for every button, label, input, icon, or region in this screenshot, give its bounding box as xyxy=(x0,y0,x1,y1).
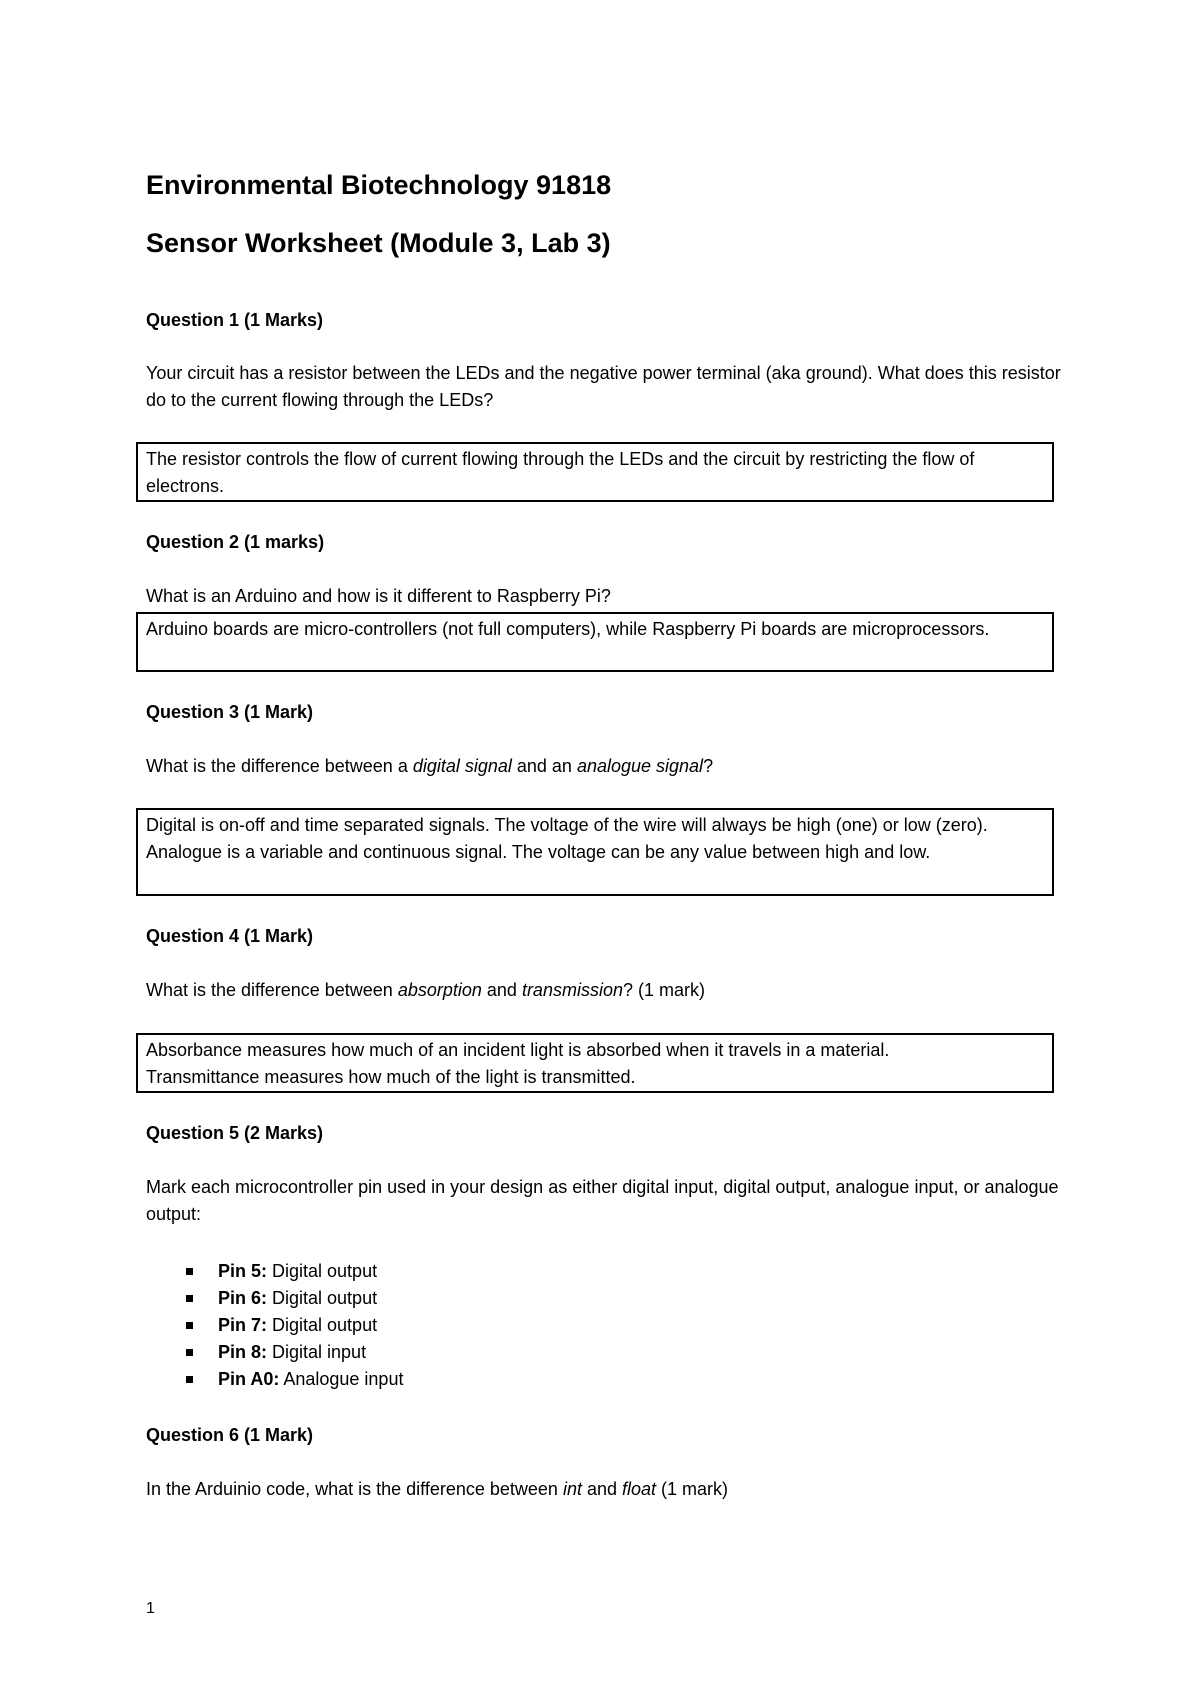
bullet-icon xyxy=(186,1295,193,1302)
bullet-icon xyxy=(186,1376,193,1383)
bullet-icon xyxy=(186,1349,193,1356)
question-4-term-absorption: absorption xyxy=(397,980,482,1000)
question-3-term-digital: digital signal xyxy=(412,756,512,776)
question-3-answer-analogue: Analogue is a variable and continuous signal. The voltage can be any value between high and low. xyxy=(146,842,931,862)
question-6-text xyxy=(146,1476,1066,1503)
question-4-answer-absorbance: Absorbance measures how much of an incident light is absorbed when it travels in a material. xyxy=(146,1040,890,1060)
question-3-answer-box[interactable] xyxy=(136,808,1054,896)
question-4-heading: Question 4 (1 Mark) xyxy=(146,926,314,946)
question-1-heading: Question 1 (1 Marks) xyxy=(146,310,324,330)
question-4-text-part: ? (1 mark) xyxy=(622,980,705,1000)
question-6-text-part: and xyxy=(581,1479,623,1499)
pin-item xyxy=(186,1312,403,1339)
question-2-answer-box[interactable] xyxy=(136,612,1054,672)
question-3-text xyxy=(146,753,1066,780)
question-2-answer: Arduino boards are micro-controllers (not full computers), while Raspberry Pi boards are microprocessors. xyxy=(146,619,990,639)
document-title: Environmental Biotechnology 91818 xyxy=(146,170,612,200)
question-4-term-transmission: transmission xyxy=(521,980,623,1000)
question-1-answer-box[interactable] xyxy=(136,442,1054,502)
pin-label: Pin 7: xyxy=(218,1315,268,1335)
pin-type: Digital output xyxy=(267,1261,378,1281)
pin-type: Digital output xyxy=(267,1288,378,1308)
question-4-answer-transmittance: Transmittance measures how much of the light is transmitted. xyxy=(146,1067,636,1087)
question-4-text-part: and xyxy=(481,980,522,1000)
question-4-text-part: What is the difference between xyxy=(146,980,398,1000)
question-6-term-int: int xyxy=(562,1479,582,1499)
bullet-icon xyxy=(186,1268,193,1275)
question-6-text-part: (1 mark) xyxy=(656,1479,729,1499)
question-3-heading: Question 3 (1 Mark) xyxy=(146,702,314,722)
pin-type: Analogue input xyxy=(279,1369,404,1389)
question-3-text-part: and an xyxy=(511,756,577,776)
question-6-text-part: In the Arduinio code, what is the difference between xyxy=(146,1479,563,1499)
pin-item xyxy=(186,1258,403,1285)
question-3-text-part: What is the difference between a xyxy=(146,756,413,776)
pin-label: Pin 5: xyxy=(218,1261,268,1281)
question-1-text: Your circuit has a resistor between the LEDs and the negative power terminal (aka ground). What does this resistor do to the current flowing through the LEDs? xyxy=(146,363,1061,410)
pin-type: Digital output xyxy=(267,1315,378,1335)
question-1-answer: The resistor controls the flow of current flowing through the LEDs and the circuit by restricting the flow of electrons. xyxy=(146,449,975,496)
question-6-term-float: float xyxy=(622,1479,657,1499)
question-6-heading: Question 6 (1 Mark) xyxy=(146,1425,314,1445)
question-4-answer-box[interactable] xyxy=(136,1033,1054,1093)
document-subtitle: Sensor Worksheet (Module 3, Lab 3) xyxy=(146,228,611,258)
pin-label: Pin A0: xyxy=(218,1369,280,1389)
pin-list xyxy=(186,1258,403,1393)
question-4-text xyxy=(146,977,1066,1004)
page-number: 1 xyxy=(146,1600,155,1617)
pin-type: Digital input xyxy=(267,1342,367,1362)
question-2-heading: Question 2 (1 marks) xyxy=(146,532,325,552)
question-5-text: Mark each microcontroller pin used in your design as either digital input, digital output, analogue input, or analogue output: xyxy=(146,1177,1059,1224)
question-3-term-analogue: analogue signal xyxy=(576,756,704,776)
pin-label: Pin 8: xyxy=(218,1342,268,1362)
question-2-text: What is an Arduino and how is it different to Raspberry Pi? xyxy=(146,586,611,606)
question-3-answer-digital: Digital is on-off and time separated signals. The voltage of the wire will always be high (one) or low (zero). xyxy=(146,815,988,835)
pin-item xyxy=(186,1285,403,1312)
question-3-text-part: ? xyxy=(703,756,714,776)
pin-item xyxy=(186,1366,403,1393)
bullet-icon xyxy=(186,1322,193,1329)
pin-item xyxy=(186,1339,403,1366)
question-5-heading: Question 5 (2 Marks) xyxy=(146,1123,324,1143)
pin-label: Pin 6: xyxy=(218,1288,268,1308)
